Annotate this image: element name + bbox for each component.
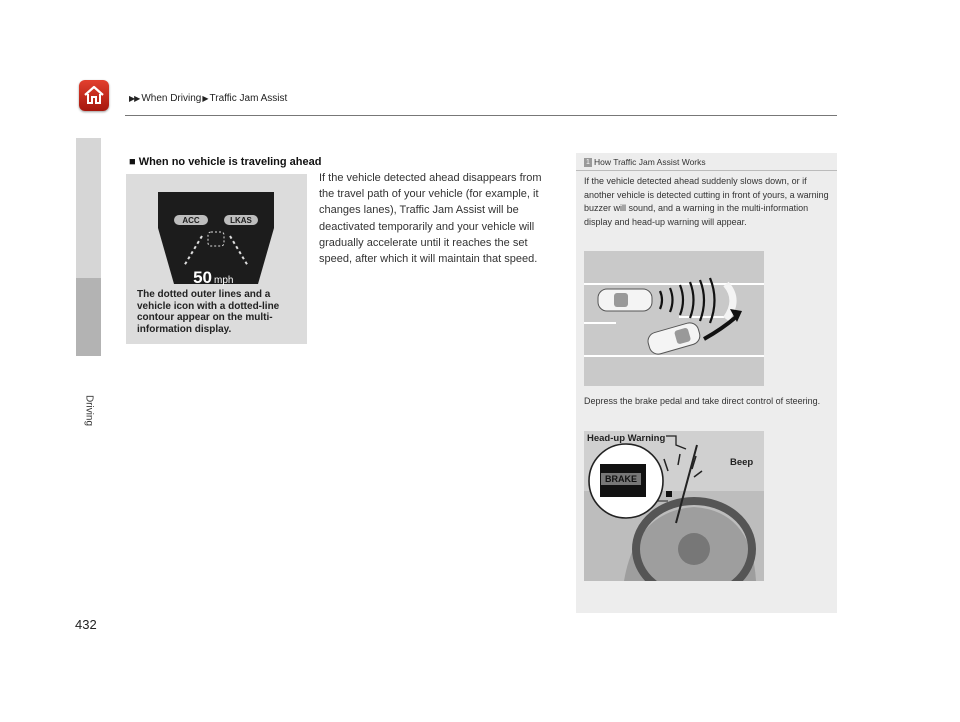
- chapter-tab: [76, 138, 101, 356]
- speed-value: 50: [193, 268, 212, 287]
- home-icon: [83, 84, 105, 106]
- sidebar-note: [576, 153, 837, 613]
- breadcrumb-item-when-driving[interactable]: When Driving: [141, 93, 202, 104]
- display-caption: The dotted outer lines and a vehicle icon with a dotted-line contour appear on the multi-information display.: [137, 289, 280, 335]
- head-up-warning-label: Head-up Warning: [587, 433, 666, 444]
- speed-unit: mph: [214, 275, 234, 286]
- chapter-label-text: Driving: [83, 394, 95, 427]
- acc-label: ACC: [182, 216, 200, 225]
- head-up-warning-illustration: [584, 431, 764, 581]
- chapter-label: [79, 385, 99, 440]
- head-up-warning-image: [584, 431, 764, 581]
- home-button[interactable]: [79, 80, 109, 111]
- lane-cut-in-illustration: [584, 251, 764, 386]
- brake-warning-label: BRAKE: [604, 474, 638, 484]
- multi-info-display-image: [154, 188, 278, 288]
- section-heading: ■ When no vehicle is traveling ahead: [129, 156, 322, 168]
- sidebar-title-text: How Traffic Jam Assist Works: [594, 157, 706, 167]
- header-rule: [125, 115, 837, 116]
- breadcrumb-arrow-icon: ▶▶: [129, 94, 140, 103]
- lane-cut-in-image: [584, 251, 764, 386]
- breadcrumb-separator-icon: ▶: [202, 94, 209, 103]
- breadcrumb: [129, 93, 287, 104]
- reference-number: 1: [584, 158, 592, 167]
- section-body: If the vehicle detected ahead disappears from the travel path of your vehicle (for example, it changes lanes), Traffic Jam Assist will be deactivated temporarily and your vehicle will gradually accelerate until it reaches the set speed, after which it will maintain that speed.: [319, 172, 542, 266]
- display-illustration: [126, 174, 307, 344]
- sidebar-text-2: Depress the brake pedal and take direct control of steering.: [584, 396, 821, 406]
- page-number: 432: [75, 617, 97, 632]
- sidebar-text-1: If the vehicle detected ahead suddenly slows down, or if another vehicle is detected cutting in front of yours, a warning buzzer will sound, and a warning in the multi-information display and head-up warning will appear.: [584, 176, 829, 227]
- sidebar-rule: [576, 170, 837, 171]
- lkas-label: LKAS: [230, 216, 252, 225]
- sidebar-title: [584, 157, 706, 167]
- beep-label: Beep: [730, 457, 754, 468]
- breadcrumb-item-traffic-jam-assist[interactable]: Traffic Jam Assist: [209, 93, 288, 104]
